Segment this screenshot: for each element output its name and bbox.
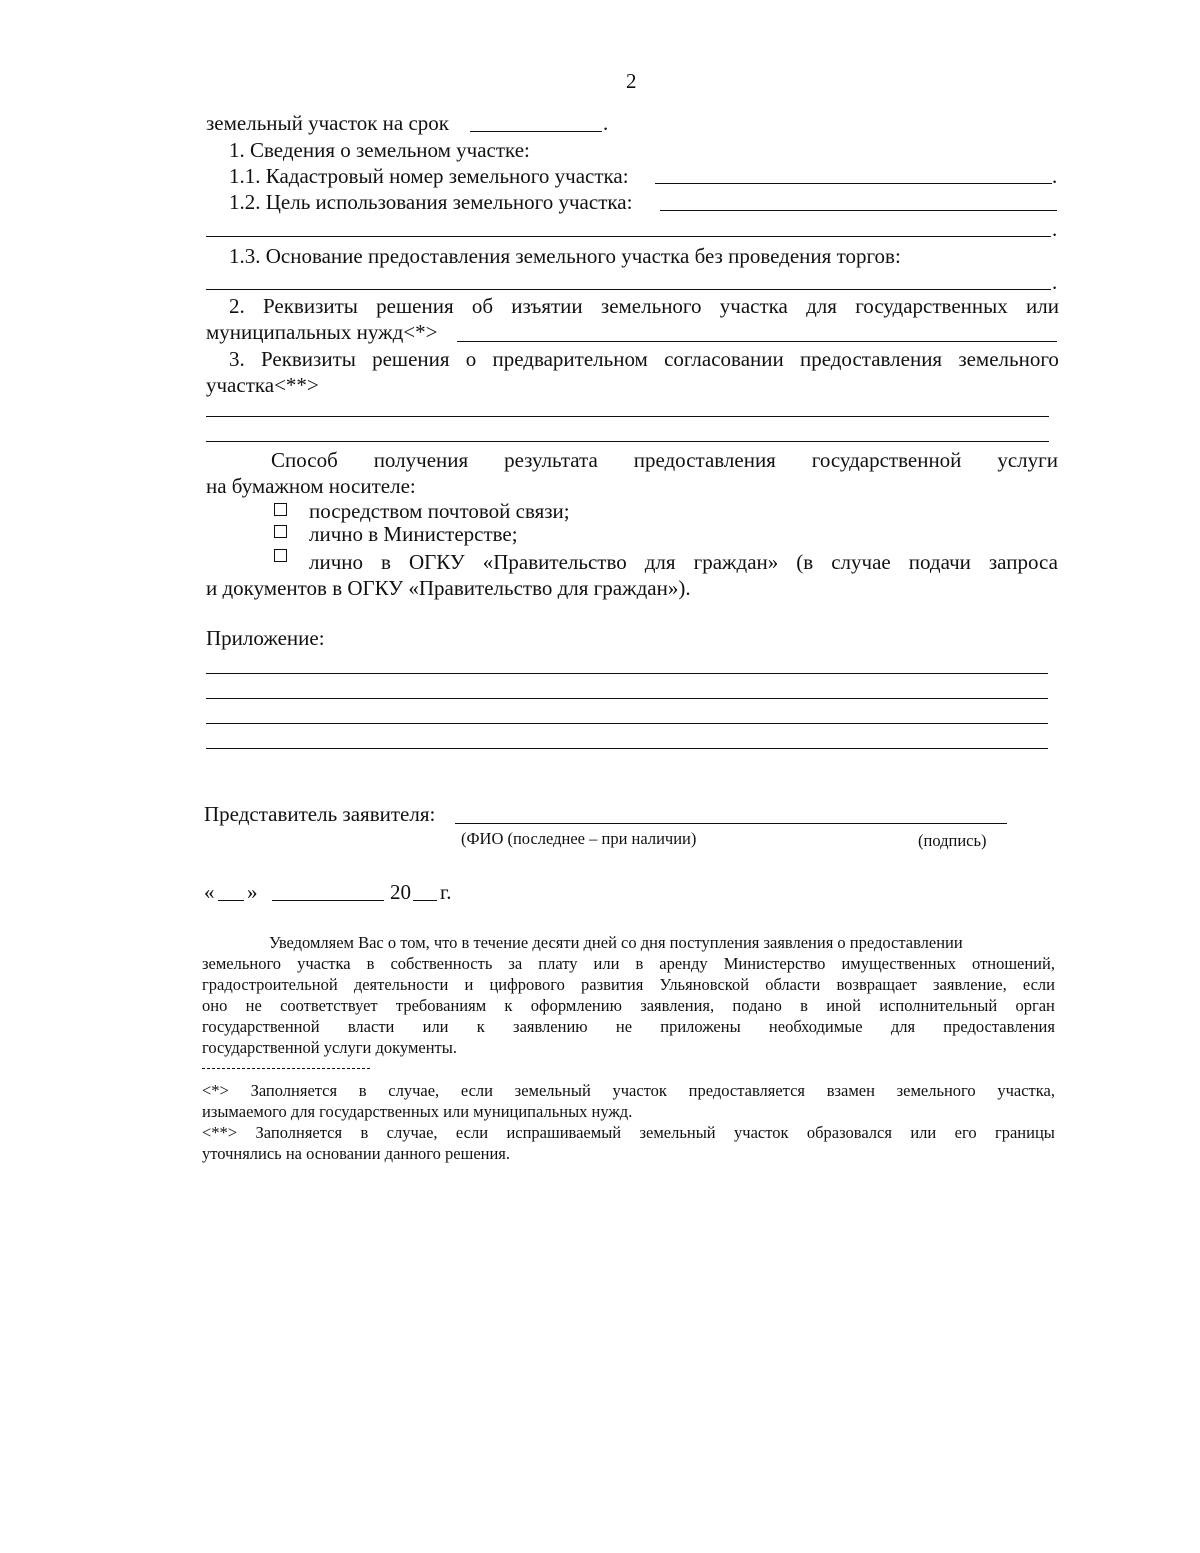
fio-caption: (ФИО (последнее – при наличии) xyxy=(461,829,697,848)
dot: . xyxy=(1052,164,1058,188)
attachment-line-3[interactable] xyxy=(206,723,1048,724)
notice-line-2: земельного участка в собственность за плату или в аренду Министерство имущественных отношений, xyxy=(202,954,1055,973)
seizure-decision-line[interactable] xyxy=(457,341,1057,342)
footnote-2-line-2: уточнялись на основании данного решения. xyxy=(202,1144,511,1163)
date-year-line[interactable] xyxy=(413,900,437,901)
notice-line-6: государственной услуги документы. xyxy=(202,1038,457,1057)
item-1-1-label: 1.1. Кадастровый номер земельного участка: xyxy=(229,164,629,188)
section2-line2: муниципальных нужд<*> xyxy=(206,320,438,344)
date-day-line[interactable] xyxy=(218,900,244,901)
option-ogku-line1: лично в ОГКУ «Правительство для граждан» (в случае подачи запроса xyxy=(309,550,1058,574)
section2-line1: 2. Реквизиты решения об изъятии земельного участка для государственных или xyxy=(229,294,1059,318)
dot: . xyxy=(1052,270,1058,294)
option-post: посредством почтовой связи; xyxy=(309,499,570,523)
notice-line-4: оно не соответствует требованиям к оформлению заявления, подано в иной исполнительный орган xyxy=(202,996,1055,1015)
intro-text: земельный участок на срок xyxy=(206,111,450,135)
item-1-3-label: 1.3. Основание предоставления земельного участка без проведения торгов: xyxy=(229,244,901,268)
signature-caption: (подпись) xyxy=(918,831,987,850)
footnote-separator xyxy=(202,1068,370,1069)
date-open-quote: « xyxy=(204,880,215,904)
purpose-line-2[interactable] xyxy=(206,236,1051,237)
checkbox-ministry[interactable] xyxy=(274,525,287,538)
intro-end: . xyxy=(603,111,609,135)
attachment-line-2[interactable] xyxy=(206,698,1048,699)
option-ministry: лично в Министерстве; xyxy=(309,522,518,546)
date-month-line[interactable] xyxy=(272,900,384,901)
section3-line1: 3. Реквизиты решения о предварительном согласовании предоставления земельного xyxy=(229,347,1059,371)
attachment-line-1[interactable] xyxy=(206,673,1048,674)
method-line1: Способ получения результата предоставления государственной услуги xyxy=(271,448,1058,472)
representative-line[interactable] xyxy=(455,823,1007,824)
option-ogku-line2: и документов в ОГКУ «Правительство для граждан»). xyxy=(206,576,691,600)
basis-line[interactable] xyxy=(206,289,1051,290)
footnote-2-line-1: <**> Заполняется в случае, если испрашиваемый земельный участок образовался или его границы xyxy=(202,1123,1055,1142)
approval-line-1[interactable] xyxy=(206,416,1049,417)
section1-title: 1. Сведения о земельном участке: xyxy=(229,138,530,162)
approval-line-2[interactable] xyxy=(206,441,1049,442)
term-blank-line[interactable] xyxy=(470,131,602,132)
date-close-quote: » xyxy=(247,880,258,904)
representative-label: Представитель заявителя: xyxy=(204,802,436,826)
attachment-line-4[interactable] xyxy=(206,748,1048,749)
date-year-suffix: г. xyxy=(440,880,452,904)
notice-line-1: Уведомляем Вас о том, что в течение десяти дней со дня поступления заявления о предоставлении xyxy=(269,933,963,952)
footnote-1-line-2: изымаемого для государственных или муниципальных нужд. xyxy=(202,1102,633,1121)
checkbox-ogku[interactable] xyxy=(274,549,287,562)
notice-line-5: государственной власти или к заявлению не приложены необходимые для предоставления xyxy=(202,1017,1055,1036)
footnote-1-line-1: <*> Заполняется в случае, если земельный участок предоставляется взамен земельного участка, xyxy=(202,1081,1055,1100)
checkbox-post[interactable] xyxy=(274,503,287,516)
item-1-2-label: 1.2. Цель использования земельного участка: xyxy=(229,190,633,214)
purpose-line-1[interactable] xyxy=(660,210,1057,211)
attachment-label: Приложение: xyxy=(206,626,325,650)
date-year-prefix: 20 xyxy=(390,880,411,904)
dot: . xyxy=(1052,217,1058,241)
cadastral-number-line[interactable] xyxy=(655,183,1052,184)
notice-line-3: градостроительной деятельности и цифрового развития Ульяновской области возвращает заявление, если xyxy=(202,975,1055,994)
method-line2: на бумажном носителе: xyxy=(206,474,416,498)
section3-line2: участка<**> xyxy=(206,373,319,397)
page-number: 2 xyxy=(626,69,637,93)
